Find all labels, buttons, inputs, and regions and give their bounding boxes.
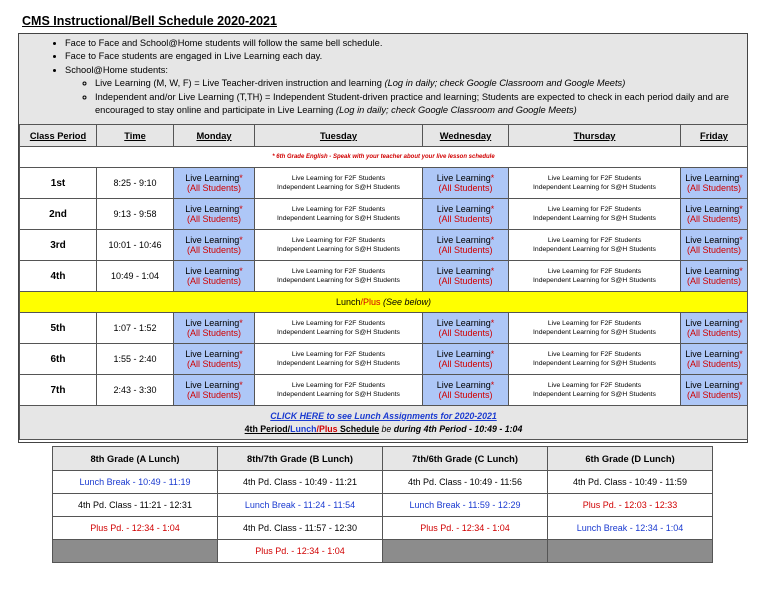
header-friday: Friday [681, 125, 748, 147]
footer-schedule: Schedule [337, 423, 380, 434]
header-class-period: Class Period [20, 125, 97, 147]
page-title: CMS Instructional/Bell Schedule 2020-2021 [22, 14, 277, 28]
lunch-header-a: 8th Grade (A Lunch) [53, 447, 218, 471]
live-label: Live Learning [185, 318, 240, 328]
all-students-label: (All Students) [438, 245, 493, 255]
lunch-cell: Lunch Break - 12:34 - 1:04 [548, 517, 713, 540]
live-asterisk: * [490, 235, 495, 245]
footer-lunch: Lunch [290, 423, 317, 434]
live-label: Live Learning [685, 235, 740, 245]
sub-note [95, 91, 747, 118]
live-learning-cell [174, 199, 255, 230]
mixed-line-f2f: Live Learning for F2F Students [547, 268, 642, 275]
lunch-cell: Lunch Break - 11:59 - 12:29 [383, 494, 548, 517]
all-students-label: (All Students) [438, 214, 493, 224]
header-row [20, 125, 748, 147]
empty-cell [548, 540, 713, 563]
schedule-panel [18, 33, 748, 443]
mixed-line-f2f: Live Learning for F2F Students [291, 268, 386, 275]
bell-schedule-table [19, 124, 748, 440]
live-asterisk: * [239, 173, 243, 183]
period-time: 8:25 - 9:10 [97, 168, 174, 199]
mixed-line-sah: Independent Learning for S@H Students [277, 391, 400, 398]
mixed-line-f2f: Live Learning for F2F Students [547, 206, 642, 213]
all-students-label: (All Students) [438, 359, 493, 369]
live-asterisk: * [739, 173, 743, 183]
mixed-line-f2f: Live Learning for F2F Students [291, 351, 386, 358]
mixed-line-sah: Independent Learning for S@H Students [277, 246, 400, 253]
mixed-line-f2f: Live Learning for F2F Students [291, 206, 386, 213]
live-label: Live Learning [436, 380, 491, 390]
lunch-cell: Plus Pd. - 12:34 - 1:04 [218, 540, 383, 563]
mixed-line-sah: Independent Learning for S@H Students [533, 391, 656, 398]
lunch-cell: Plus Pd. - 12:34 - 1:04 [53, 517, 218, 540]
live-learning-cell [423, 230, 509, 261]
live-label: Live Learning [185, 266, 240, 276]
live-asterisk: * [239, 266, 243, 276]
mixed-line-sah: Independent Learning for S@H Students [277, 277, 400, 284]
plus-label: Plus [363, 297, 381, 307]
period-name: 4th [20, 261, 97, 292]
lunch-header-b: 8th/7th Grade (B Lunch) [218, 447, 383, 471]
sub-notes-list [65, 77, 747, 117]
all-students-label: (All Students) [438, 328, 493, 338]
live-learning-cell [681, 344, 748, 375]
lunch-assignments-link[interactable]: CLICK HERE to see Lunch Assignments for 2020-2021 [270, 410, 497, 421]
period-name: 7th [20, 375, 97, 406]
all-students-label: (All Students) [438, 183, 493, 193]
lunch-header-c: 7th/6th Grade (C Lunch) [383, 447, 548, 471]
mixed-line-f2f: Live Learning for F2F Students [291, 382, 386, 389]
all-students-label: (All Students) [186, 328, 242, 338]
footer-be: be [379, 423, 394, 434]
live-learning-cell [423, 199, 509, 230]
mixed-line-sah: Independent Learning for S@H Students [533, 329, 656, 336]
live-learning-cell [681, 230, 748, 261]
live-asterisk: * [239, 204, 243, 214]
live-label: Live Learning [685, 380, 740, 390]
live-asterisk: * [739, 204, 743, 214]
sub-note [95, 77, 747, 90]
mixed-learning-cell [509, 344, 681, 375]
lunch-header-d: 6th Grade (D Lunch) [548, 447, 713, 471]
note-bullet-text: School@Home students: [65, 64, 168, 75]
mixed-line-sah: Independent Learning for S@H Students [533, 360, 656, 367]
all-students-label: (All Students) [686, 390, 742, 400]
grade-note-row [20, 147, 748, 168]
live-label: Live Learning [185, 349, 240, 359]
lunch-cell: 4th Pd. Class - 10:49 - 11:21 [218, 471, 383, 494]
lunch-cell: 4th Pd. Class - 10:49 - 11:59 [548, 471, 713, 494]
live-asterisk: * [739, 235, 743, 245]
period-row [20, 375, 748, 406]
live-asterisk: * [239, 349, 243, 359]
all-students-label: (All Students) [686, 245, 742, 255]
all-students-label: (All Students) [686, 183, 742, 193]
live-label: Live Learning [685, 318, 740, 328]
lunch-plus-cell [20, 292, 748, 313]
period-name: 1st [20, 168, 97, 199]
mixed-learning-cell [509, 168, 681, 199]
period-name: 2nd [20, 199, 97, 230]
mixed-learning-cell [255, 261, 423, 292]
notes-list [19, 37, 747, 117]
mixed-line-f2f: Live Learning for F2F Students [291, 237, 386, 244]
mixed-learning-cell [255, 375, 423, 406]
live-label: Live Learning [436, 173, 491, 183]
sub-note-italic: (Log in daily; check Google Classroom and Google Meets) [335, 105, 577, 116]
live-learning-cell [423, 344, 509, 375]
header-wednesday: Wednesday [423, 125, 509, 147]
all-students-label: (All Students) [438, 276, 493, 286]
live-learning-cell [174, 168, 255, 199]
header-monday: Monday [174, 125, 255, 147]
live-learning-cell [423, 313, 509, 344]
lunch-cell: 4th Pd. Class - 11:57 - 12:30 [218, 517, 383, 540]
note-bullet: • Face to Face students are engaged in Live Learning each day. [65, 50, 747, 63]
lunch-cell: Lunch Break - 10:49 - 11:19 [53, 471, 218, 494]
lunch-cell: Plus Pd. - 12:03 - 12:33 [548, 494, 713, 517]
grade-note: * 6th Grade English - Speak with your teacher about your live lesson schedule [20, 147, 748, 168]
footer-cell [20, 406, 748, 440]
mixed-learning-cell [255, 168, 423, 199]
live-learning-cell [681, 199, 748, 230]
all-students-label: (All Students) [186, 214, 242, 224]
mixed-line-sah: Independent Learning for S@H Students [277, 215, 400, 222]
live-learning-cell [681, 313, 748, 344]
all-students-label: (All Students) [686, 328, 742, 338]
lunch-cell: Plus Pd. - 12:34 - 1:04 [383, 517, 548, 540]
lunch-row [53, 540, 713, 563]
live-label: Live Learning [685, 266, 740, 276]
header-tuesday: Tuesday [255, 125, 423, 147]
mixed-line-sah: Independent Learning for S@H Students [277, 184, 400, 191]
sub-note-text: Independent and/or Live Learning (T,TH) = Independent Student-driven practice and learning; Students are expected to check in each period daily and are encouraged to stay online and participate in Live Learning [95, 91, 729, 116]
all-students-label: (All Students) [186, 183, 242, 193]
mixed-line-f2f: Live Learning for F2F Students [291, 175, 386, 182]
live-label: Live Learning [685, 204, 740, 214]
live-label: Live Learning [685, 173, 740, 183]
live-asterisk: * [739, 349, 743, 359]
mixed-line-sah: Independent Learning for S@H Students [533, 215, 656, 222]
live-learning-cell [174, 261, 255, 292]
lunch-row [53, 471, 713, 494]
mixed-line-sah: Independent Learning for S@H Students [533, 184, 656, 191]
footer-during: during 4th Period - 10:49 - 1:04 [393, 423, 523, 434]
period-time: 10:49 - 1:04 [97, 261, 174, 292]
live-label: Live Learning [685, 349, 740, 359]
live-learning-cell [174, 230, 255, 261]
mixed-line-f2f: Live Learning for F2F Students [547, 320, 642, 327]
empty-cell [53, 540, 218, 563]
live-label: Live Learning [436, 349, 491, 359]
footer-row [20, 406, 748, 440]
mixed-line-f2f: Live Learning for F2F Students [547, 175, 642, 182]
footer-4th-period: 4th Period/ [244, 423, 291, 434]
mixed-learning-cell [255, 199, 423, 230]
mixed-learning-cell [509, 261, 681, 292]
live-label: Live Learning [436, 266, 491, 276]
all-students-label: (All Students) [186, 390, 242, 400]
live-label: Live Learning [185, 380, 240, 390]
mixed-learning-cell [255, 344, 423, 375]
live-learning-cell [174, 344, 255, 375]
lunch-slash: / [360, 297, 363, 307]
live-learning-cell [174, 313, 255, 344]
lunch-row [53, 494, 713, 517]
notes-box [19, 34, 747, 125]
header-thursday: Thursday [509, 125, 681, 147]
live-label: Live Learning [185, 204, 240, 214]
period-row [20, 230, 748, 261]
mixed-learning-cell [509, 230, 681, 261]
live-asterisk: * [739, 318, 743, 328]
mixed-learning-cell [509, 199, 681, 230]
live-asterisk: * [739, 380, 743, 390]
live-asterisk: * [490, 204, 495, 214]
live-asterisk: * [490, 349, 495, 359]
lunch-cell: Lunch Break - 11:24 - 11:54 [218, 494, 383, 517]
see-below: (See below) [380, 297, 432, 307]
sub-note-italic: (Log in daily; check Google Classroom and Google Meets) [384, 78, 626, 89]
period-name: 3rd [20, 230, 97, 261]
live-asterisk: * [239, 318, 243, 328]
period-time: 9:13 - 9:58 [97, 199, 174, 230]
live-asterisk: * [239, 235, 243, 245]
all-students-label: (All Students) [186, 245, 242, 255]
mixed-line-f2f: Live Learning for F2F Students [547, 382, 642, 389]
mixed-learning-cell [255, 230, 423, 261]
mixed-learning-cell [255, 313, 423, 344]
mixed-line-sah: Independent Learning for S@H Students [277, 329, 400, 336]
empty-cell [383, 540, 548, 563]
lunch-row [53, 517, 713, 540]
live-learning-cell [423, 375, 509, 406]
period-name: 6th [20, 344, 97, 375]
period-name: 5th [20, 313, 97, 344]
lunch-header-row [53, 447, 713, 471]
lunch-cell: 4th Pd. Class - 11:21 - 12:31 [53, 494, 218, 517]
live-asterisk: * [739, 266, 743, 276]
live-learning-cell [681, 168, 748, 199]
live-learning-cell [423, 168, 509, 199]
period-row [20, 344, 748, 375]
mixed-line-sah: Independent Learning for S@H Students [533, 246, 656, 253]
mixed-learning-cell [509, 375, 681, 406]
note-bullet [65, 64, 747, 118]
period-row [20, 261, 748, 292]
live-label: Live Learning [185, 173, 240, 183]
live-asterisk: * [490, 173, 495, 183]
live-learning-cell [423, 261, 509, 292]
live-asterisk: * [239, 380, 243, 390]
all-students-label: (All Students) [686, 276, 742, 286]
all-students-label: (All Students) [686, 214, 742, 224]
live-label: Live Learning [185, 235, 240, 245]
mixed-line-f2f: Live Learning for F2F Students [547, 237, 642, 244]
live-label: Live Learning [436, 318, 491, 328]
live-learning-cell [681, 261, 748, 292]
live-asterisk: * [490, 266, 495, 276]
period-time: 1:07 - 1:52 [97, 313, 174, 344]
footer-plus: Plus [318, 423, 338, 434]
period-row [20, 168, 748, 199]
live-label: Live Learning [436, 204, 491, 214]
mixed-line-sah: Independent Learning for S@H Students [277, 360, 400, 367]
live-label: Live Learning [436, 235, 491, 245]
period-time: 1:55 - 2:40 [97, 344, 174, 375]
all-students-label: (All Students) [186, 359, 242, 369]
lunch-plus-row [20, 292, 748, 313]
live-learning-cell [681, 375, 748, 406]
header-time: Time [97, 125, 174, 147]
footer-slash: / [316, 423, 319, 434]
all-students-label: (All Students) [438, 390, 493, 400]
live-asterisk: * [490, 380, 495, 390]
lunch-label: Lunch [335, 297, 361, 307]
mixed-line-f2f: Live Learning for F2F Students [291, 320, 386, 327]
mixed-line-f2f: Live Learning for F2F Students [547, 351, 642, 358]
sub-note-text: Live Learning (M, W, F) = Live Teacher-driven instruction and learning [95, 78, 382, 89]
mixed-learning-cell [509, 313, 681, 344]
lunch-assignments-table [52, 446, 713, 563]
period-row [20, 199, 748, 230]
period-time: 2:43 - 3:30 [97, 375, 174, 406]
all-students-label: (All Students) [186, 276, 242, 286]
period-row [20, 313, 748, 344]
note-bullet: • Face to Face and School@Home students will follow the same bell schedule. [65, 37, 747, 50]
mixed-line-sah: Independent Learning for S@H Students [533, 277, 656, 284]
live-asterisk: * [490, 318, 495, 328]
period-time: 10:01 - 10:46 [97, 230, 174, 261]
lunch-cell: 4th Pd. Class - 10:49 - 11:56 [383, 471, 548, 494]
live-learning-cell [174, 375, 255, 406]
all-students-label: (All Students) [686, 359, 742, 369]
